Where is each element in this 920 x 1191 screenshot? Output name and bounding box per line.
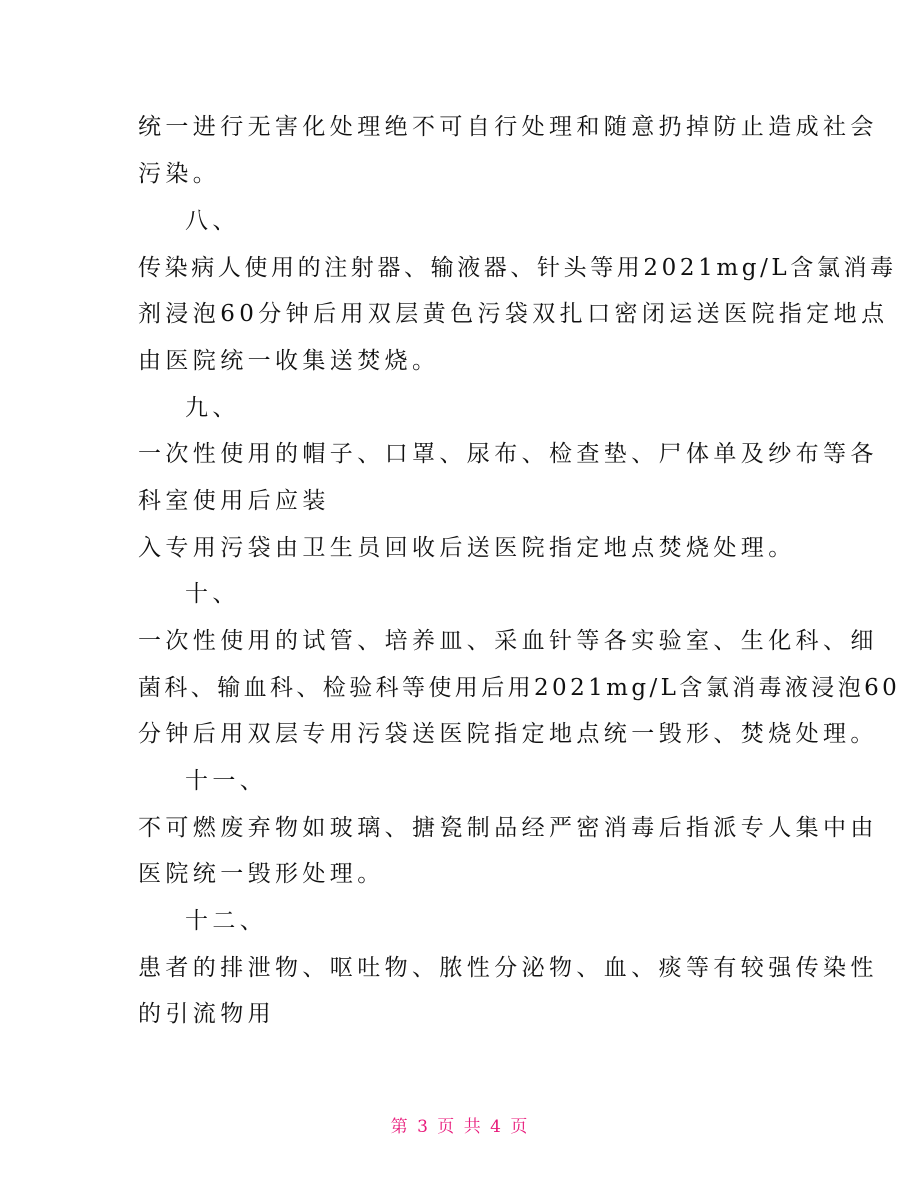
page-number-footer: 第 3 页 共 4 页 xyxy=(390,1117,530,1137)
text-line: 一次性使用的试管、培养皿、采血针等各实验室、生化科、细 xyxy=(138,628,878,654)
text-line: 统一进行无害化处理绝不可自行处理和随意扔掉防止造成社会 xyxy=(138,114,878,140)
text-line: 传染病人使用的注射器、输液器、针头等用2021mg/L含氯消毒 xyxy=(138,255,897,281)
text-line: 分钟后用双层专用污袋送医院指定地点统一毁形、焚烧处理。 xyxy=(138,721,878,747)
text-line: 医院统一毁形处理。 xyxy=(138,861,385,887)
text-line: 菌科、输血科、检验科等使用后用2021mg/L含氯消毒液浸泡60 xyxy=(138,675,901,701)
text-line: 污染。 xyxy=(138,161,221,187)
text-line: 不可燃废弃物如玻璃、搪瓷制品经严密消毒后指派专人集中由 xyxy=(138,815,878,841)
text-line: 剂浸泡60分钟后用双层黄色污袋双扎口密闭运送医院指定地点 xyxy=(138,301,889,327)
text-line: 患者的排泄物、呕吐物、脓性分泌物、血、痰等有较强传染性 xyxy=(138,955,878,981)
text-line: 一次性使用的帽子、口罩、尿布、检查垫、尸体单及纱布等各 xyxy=(138,441,878,467)
section-heading: 十一、 xyxy=(185,768,268,794)
section-heading: 九、 xyxy=(185,395,240,421)
text-line: 科室使用后应装 xyxy=(138,488,330,514)
text-line: 入专用污袋由卫生员回收后送医院指定地点焚烧处理。 xyxy=(138,535,796,561)
section-heading: 八、 xyxy=(185,208,240,234)
text-line: 由医院统一收集送焚烧。 xyxy=(138,348,440,374)
text-line: 的引流物用 xyxy=(138,1001,275,1027)
section-heading: 十、 xyxy=(185,581,240,607)
section-heading: 十二、 xyxy=(185,908,268,934)
